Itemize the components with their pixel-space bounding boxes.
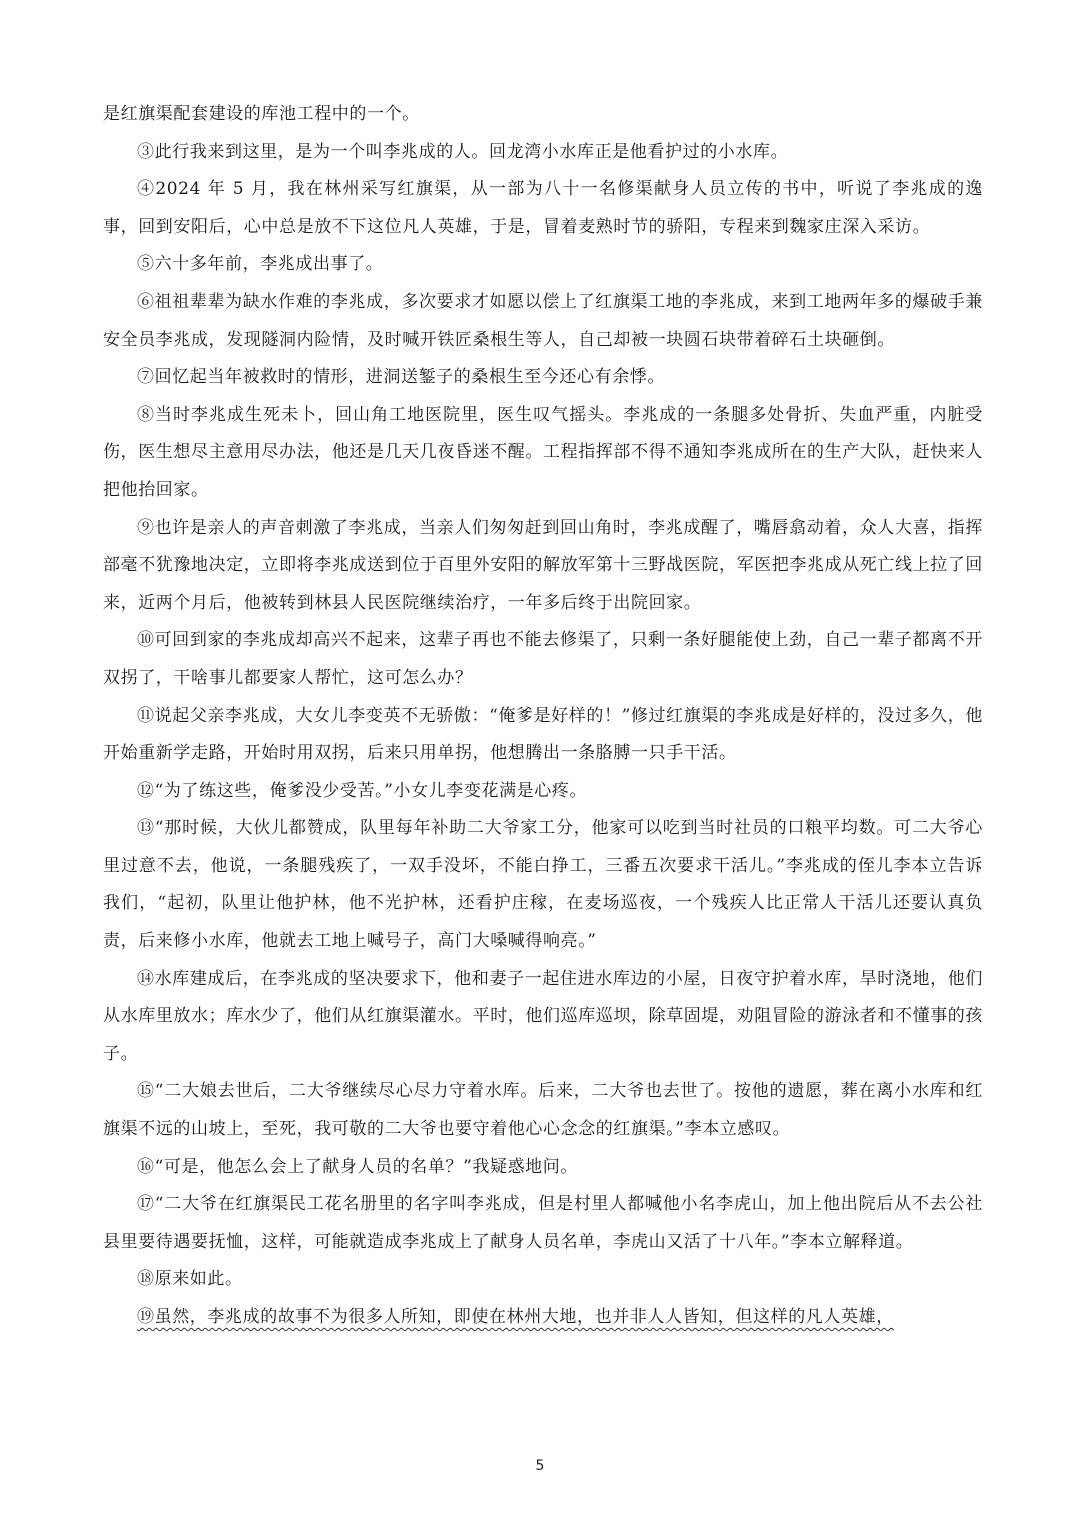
paragraph-continuation: 是红旗渠配套建设的库池工程中的一个。 [103,104,420,124]
paragraph-4: ④2024 年 5 月，我在林州采写红旗渠，从一部为八十一名修渠献身人员立传的书中，听说了李兆成的逸事，回到安阳后，心中总是放不下这位凡人英雄，于是，冒着麦熟时节的骄阳，专程来到魏家庄深入采访。 [103,179,983,237]
paragraph-16: ⑯“可是，他怎么会上了献身人员的名单？”我疑惑地问。 [137,1156,578,1177]
paragraph-17: ⑰“二大爷在红旗渠民工花名册里的名字叫李兆成，但是村里人都喊他小名李虎山，加上他出院后从不去公社县里要待遇要抚恤，这样，可能就造成李兆成上了献身人员名单，李虎山又活了十八年。”李本立解释道。 [103,1194,983,1252]
paragraph-15: ⑮“二大娘去世后，二大爷继续尽心尽力守着水库。后来，二大爷也去世了。按他的遗愿，葬在离小水库和红旗渠不远的山坡上，至死，我可敬的二大爷也要守着他心心念念的红旗渠。”李本立感叹。 [103,1081,983,1140]
paragraph-10: ⑩可回到家的李兆成却高兴不起来，这辈子再也不能去修渠了，只剩一条好腿能使上劲，自己一辈子都离不开双拐了，干啥事儿都要家人帮忙，这可怎么办？ [103,630,983,688]
paragraph-3: ③此行我来到这里，是为一个叫李兆成的人。回龙湾小水库正是他看护过的小水库。 [137,141,789,162]
page-number: 5 [535,1458,545,1474]
paragraph-13: ⑬“那时候，大伙儿都赞成，队里每年补助二大爷家工分，他家可以吃到当时社员的口粮平均数。可二大爷心里过意不去，他说，一条腿残疾了，一双手没坏，不能白挣工，三番五次要求干活儿。”李兆成的侄儿李本立告诉我们，“起初，队里让他护林，他不光护林，还看护庄稼，在麦场巡夜，一个残疾人比正常人干活儿还要认真负责，后来修小水库，他就去工地上喊号子，高门大嗓喊得响亮。” [103,818,983,952]
paragraph-11: ⑪说起父亲李兆成，大女儿李变英不无骄傲：“俺爹是好样的！”修过红旗渠的李兆成是好样的，没过多久，他开始重新学走路，开始时用双拐，后来只用单拐，他想腾出一条胳膊一只手干活。 [103,705,983,764]
paragraph-14: ⑭水库建成后，在李兆成的坚决要求下，他和妻子一起住进水库边的小屋，日夜守护着水库，旱时浇地，他们从水库里放水；库水少了，他们从红旗渠灌水。平时，他们巡库巡坝，除草固堤，劝阻冒险的游泳者和不懂事的孩子。 [103,968,983,1064]
paragraph-8: ⑧当时李兆成生死未卜，回山角工地医院里，医生叹气摇头。李兆成的一条腿多处骨折、失血严重，内脏受伤，医生想尽主意用尽办法，他还是几天几夜昏迷不醒。工程指挥部不得不通知李兆成所在的生产大队，赶快来人把他抬回家。 [103,404,983,500]
paragraph-18: ⑱原来如此。 [137,1269,243,1290]
paragraph-12: ⑫“为了练这些，俺爹没少受苦。”小女儿李变花满是心疼。 [137,780,588,801]
paragraph-6: ⑥祖祖辈辈为缺水作难的李兆成，多次要求才如愿以偿上了红旗渠工地的李兆成，来到工地两年多的爆破手兼安全员李兆成，发现隧洞内险情，及时喊开铁匠桑根生等人，自己却被一块圆石块带着碎石土块砸倒。 [103,291,983,350]
paragraph-7: ⑦回忆起当年被救时的情形，进洞送錾子的桑根生至今还心有余悸。 [137,367,665,388]
paragraph-5: ⑤六十多年前，李兆成出事了。 [137,254,384,275]
article-body [103,96,983,1337]
paragraph-9: ⑨也许是亲人的声音刺激了李兆成，当亲人们匆匆赶到回山角时，李兆成醒了，嘴唇翕动着，众人大喜，指挥部毫不犹豫地决定，立即将李兆成送到位于百里外安阳的解放军第十三野战医院，军医把李兆成从死亡线上拉了回来，近两个月后，他被转到林县人民医院继续治疗，一年多后终于出院回家。 [103,517,983,613]
paragraph-19-underlined: ⑲虽然，李兆成的故事不为很多人所知，即使在林州大地，也并非人人皆知，但这样的凡人英雄， [137,1307,894,1327]
